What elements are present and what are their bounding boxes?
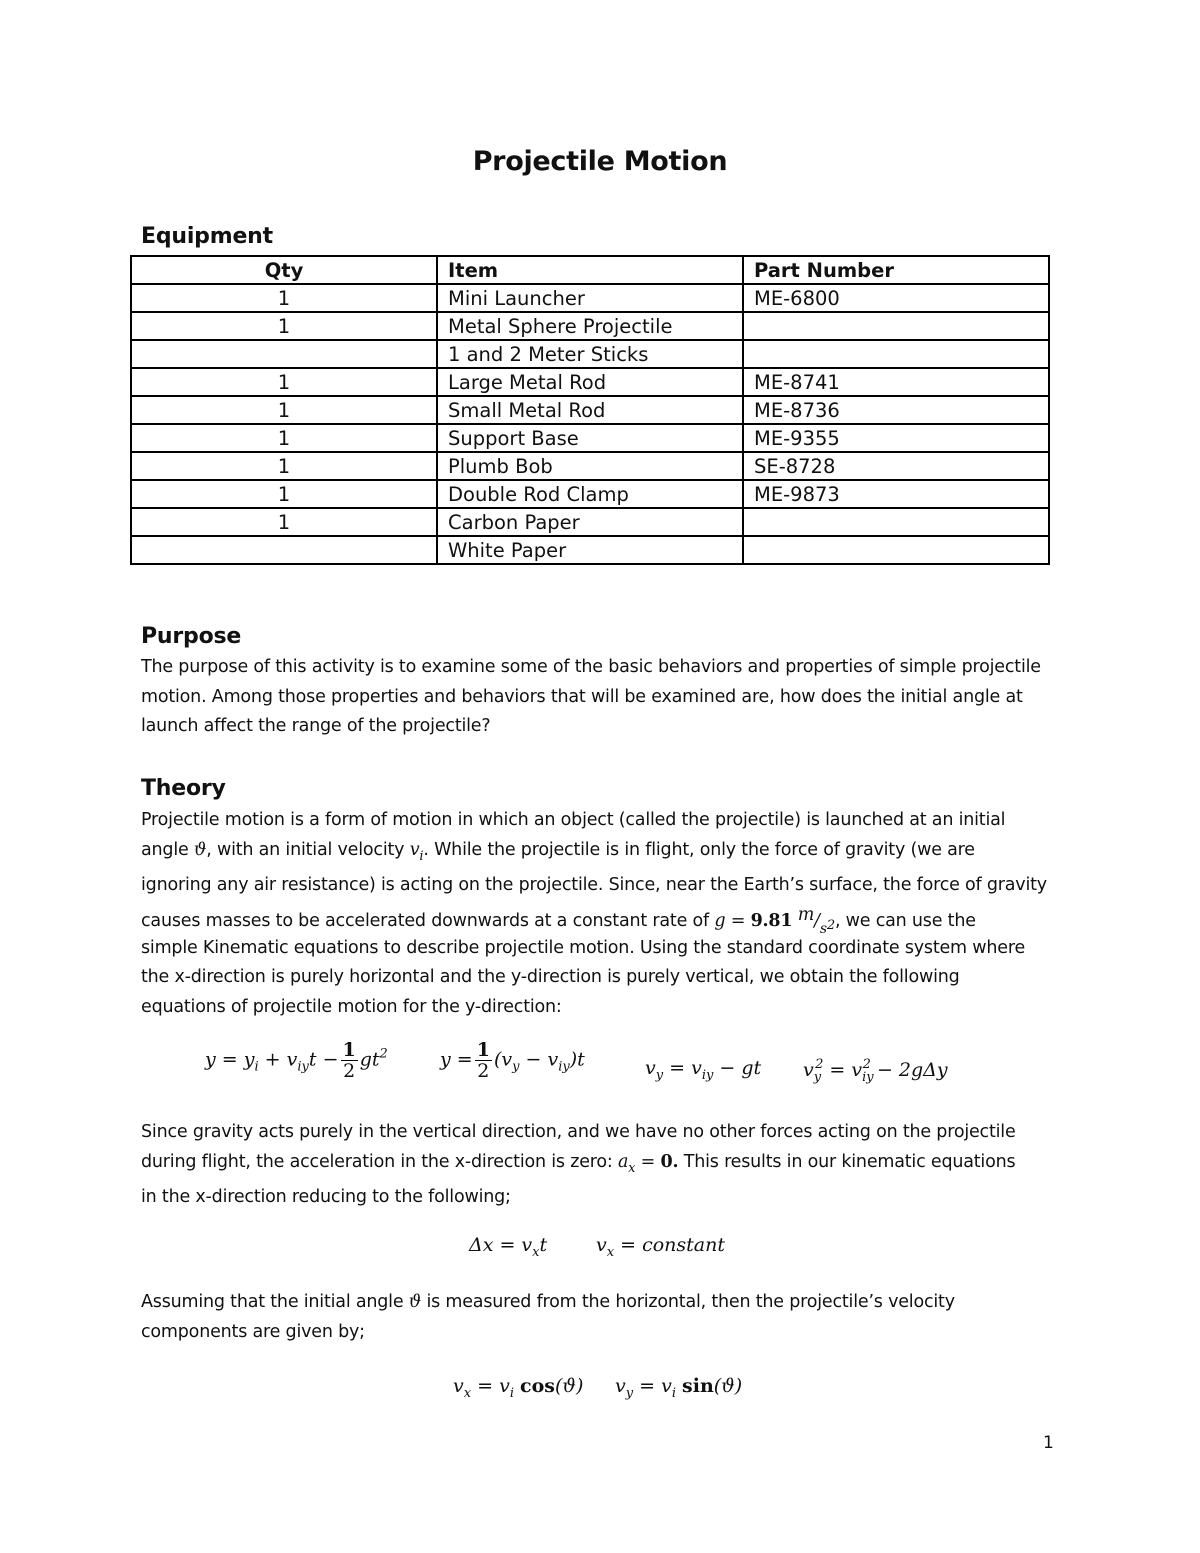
cell-item: Large Metal Rod — [437, 368, 743, 396]
text-line: in the x-direction reducing to the following; — [141, 1187, 511, 1207]
page-number: 1 — [1043, 1433, 1054, 1453]
theory-heading: Theory — [141, 776, 226, 801]
math-zero: 0. — [660, 1151, 679, 1172]
cell-item: Mini Launcher — [437, 284, 743, 312]
equipment-heading: Equipment — [141, 224, 273, 249]
equation-velocity-component-x: $v_x = v_i$ cos(ϑ) — [453, 1375, 584, 1401]
cell-item: Metal Sphere Projectile — [437, 312, 743, 340]
math-g-number: 9.81 — [750, 910, 793, 931]
equipment-table — [130, 255, 1050, 565]
table-row — [131, 284, 1049, 312]
text-line — [141, 1148, 1061, 1184]
math-theta: ϑ — [408, 1292, 422, 1312]
text-line — [141, 1288, 1061, 1318]
cell-item: 1 and 2 Meter Sticks — [437, 340, 743, 368]
cell-qty: 1 — [131, 480, 437, 508]
equation-velocity-x-constant: $v_x$ = constant — [596, 1234, 725, 1260]
text-segment: , with an initial velocity — [206, 839, 410, 860]
cell-item: Plumb Bob — [437, 452, 743, 480]
math-vi: $v_i$ — [409, 839, 424, 864]
equation-velocity-squared-y: $v_y^2 = v_{iy}^2 - 2g\Delta y$ — [803, 1057, 948, 1085]
cell-part-number: ME-9355 — [743, 424, 1049, 452]
text-segment: angle — [141, 839, 194, 860]
cell-qty — [131, 340, 437, 368]
math-units: $m/_{s2}$ — [797, 904, 835, 937]
text-line — [141, 901, 1061, 937]
text-segment: This results in our kinematic equations — [678, 1151, 1016, 1172]
equation-average-velocity-y: y = $\frac{1}{2}$ $(v_y - v_{iy})t$ — [440, 1039, 585, 1082]
cell-item: White Paper — [437, 536, 743, 564]
table-row — [131, 396, 1049, 424]
cell-qty — [131, 536, 437, 564]
math-theta: ϑ — [193, 839, 207, 860]
text-segment: during flight, the acceleration in the x-direction is zero: — [141, 1151, 618, 1172]
table-row — [131, 424, 1049, 452]
cell-part-number: ME-8741 — [743, 368, 1049, 396]
theory-paragraph-3 — [141, 1288, 1061, 1347]
header-part-number: Part Number — [743, 256, 1049, 284]
text-line: Projectile motion is a form of motion in which an object (called the projectile) is launched at an initial — [141, 810, 1006, 830]
text-line: the x-direction is purely horizontal and the y-direction is purely vertical, we obtain the following — [141, 967, 960, 987]
text-segment: is measured from the horizontal, then the projectile’s velocity — [421, 1292, 955, 1312]
theory-paragraph-2 — [141, 1118, 1061, 1213]
text-segment: , we can use the — [834, 910, 976, 931]
text-line: equations of projectile motion for the y-direction: — [141, 996, 562, 1017]
page-title: Projectile Motion — [472, 146, 728, 177]
table-row — [131, 368, 1049, 396]
cell-qty: 1 — [131, 312, 437, 340]
cell-item: Support Base — [437, 424, 743, 452]
equation-velocity-y: $v_y = v_{iy}$ − gt — [645, 1057, 762, 1083]
cell-item: Double Rod Clamp — [437, 480, 743, 508]
table-row — [131, 508, 1049, 536]
text-line: Since gravity acts purely in the vertical direction, and we have no other forces acting on the projectile — [141, 1122, 1016, 1142]
text-line: motion. Among those properties and behaviors that will be examined are, how does the initial angle at — [141, 686, 1023, 707]
table-row — [131, 312, 1049, 340]
text-line: launch affect the range of the projectile? — [141, 716, 491, 736]
equation-position-y: $y = y_i + v_{iy}t$ − $\frac{1}{2}$ $gt^2$ — [205, 1039, 388, 1082]
cell-part-number: ME-9873 — [743, 480, 1049, 508]
cell-part-number — [743, 536, 1049, 564]
table-header-row — [131, 256, 1049, 284]
cell-qty: 1 — [131, 424, 437, 452]
cell-qty: 1 — [131, 452, 437, 480]
cell-part-number — [743, 312, 1049, 340]
text-line: simple Kinematic equations to describe projectile motion. Using the standard coordinate system where — [141, 937, 1026, 958]
purpose-paragraph — [141, 653, 1061, 742]
table-row — [131, 452, 1049, 480]
theory-paragraph-1 — [141, 806, 1061, 1022]
text-line: The purpose of this activity is to examine some of the basic behaviors and properties of simple projectile — [141, 657, 1041, 677]
text-line: ignoring any air resistance) is acting on the projectile. Since, near the Earth’s surface, the force of gravity — [141, 875, 1047, 895]
cell-qty: 1 — [131, 284, 437, 312]
equation-velocity-component-y: $v_y = v_i$ sin(ϑ) — [615, 1375, 743, 1401]
table-row — [131, 536, 1049, 564]
math-ax-zero: $a_x$ = — [617, 1151, 661, 1176]
cell-part-number — [743, 508, 1049, 536]
header-item: Item — [437, 256, 743, 284]
cell-item: Small Metal Rod — [437, 396, 743, 424]
cell-item: Carbon Paper — [437, 508, 743, 536]
cell-part-number: ME-8736 — [743, 396, 1049, 424]
cell-part-number — [743, 340, 1049, 368]
math-g-value: g = — [714, 910, 751, 931]
purpose-heading: Purpose — [141, 624, 242, 649]
cell-qty: 1 — [131, 368, 437, 396]
table-row — [131, 480, 1049, 508]
cell-qty: 1 — [131, 508, 437, 536]
cell-part-number: ME-6800 — [743, 284, 1049, 312]
table-row — [131, 340, 1049, 368]
text-line: components are given by; — [141, 1321, 365, 1342]
text-segment: causes masses to be accelerated downwards at a constant rate of — [141, 910, 715, 931]
cell-qty: 1 — [131, 396, 437, 424]
text-line — [141, 836, 1061, 872]
equation-displacement-x: $\Delta x = v_xt$ — [469, 1234, 548, 1260]
text-segment: . While the projectile is in flight, only the force of gravity (we are — [423, 839, 975, 860]
cell-part-number: SE-8728 — [743, 452, 1049, 480]
header-qty: Qty — [131, 256, 437, 284]
text-segment: Assuming that the initial angle — [141, 1292, 409, 1312]
